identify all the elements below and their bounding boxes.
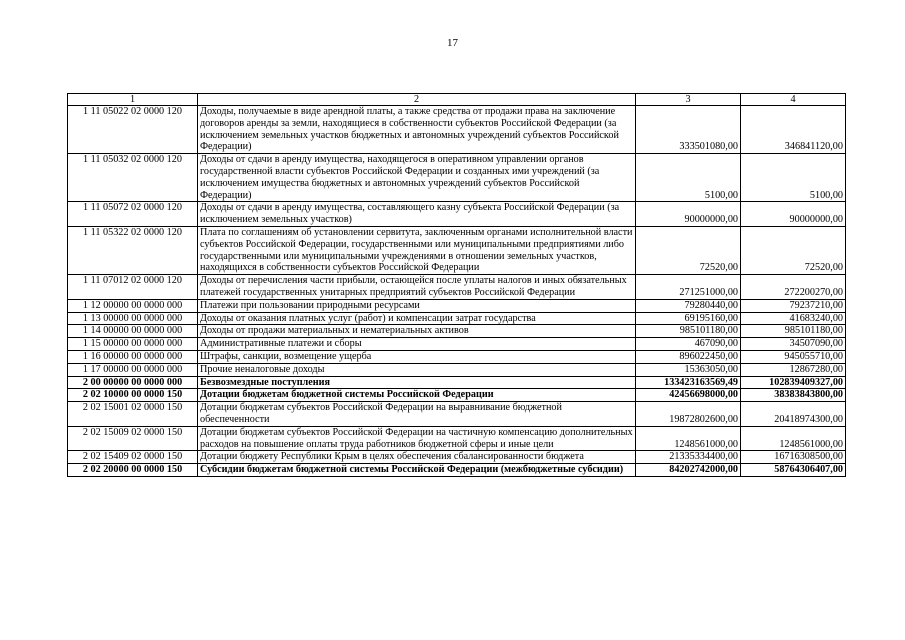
budget-code-cell: 2 02 20000 00 0000 150: [68, 464, 198, 477]
table-body: [68, 94, 846, 477]
amount-col4-cell: 38383843800,00: [741, 389, 846, 402]
amount-col4-cell: 985101180,00: [741, 325, 846, 338]
amount-col4-cell: 16716308500,00: [741, 451, 846, 464]
amount-col4-cell: 1248561000,00: [741, 426, 846, 451]
amount-col4-cell: 72520,00: [741, 226, 846, 274]
table-row: [68, 363, 846, 376]
budget-code-cell: 1 11 05072 02 0000 120: [68, 202, 198, 227]
amount-col3-cell: 90000000,00: [636, 202, 741, 227]
description-cell: Дотации бюджету Республики Крым в целях обеспечения сбалансированности бюджета: [198, 451, 636, 464]
amount-col3-cell: 467090,00: [636, 338, 741, 351]
table-row: [68, 226, 846, 274]
amount-col3-cell: 15363050,00: [636, 363, 741, 376]
table-row: [68, 389, 846, 402]
budget-code-cell: 2 02 15001 02 0000 150: [68, 402, 198, 427]
budget-code-cell: 2 02 10000 00 0000 150: [68, 389, 198, 402]
amount-col4-cell: 41683240,00: [741, 312, 846, 325]
budget-code-cell: 2 02 15409 02 0000 150: [68, 451, 198, 464]
description-cell: Административные платежи и сборы: [198, 338, 636, 351]
description-cell: Платежи при пользовании природными ресурсами: [198, 299, 636, 312]
amount-col3-cell: 896022450,00: [636, 350, 741, 363]
header-cell-1: 1: [68, 94, 198, 106]
budget-code-cell: 2 00 00000 00 0000 000: [68, 376, 198, 389]
description-cell: Плата по соглашениям об установлении сервитута, заключенным органами исполнительной власти субъектов Российской Федерации, государственными или муниципальными предприятиями либо государственными или муниципальными учреждениями в отношении земельных участков, находящихся в собственности субъектов Российской Федерации: [198, 226, 636, 274]
table-row: [68, 299, 846, 312]
description-cell: Доходы от перечисления части прибыли, остающейся после уплаты налогов и иных обязательных платежей государственных унитарных предприятий субъектов Российской Федерации: [198, 275, 636, 300]
table-row: [68, 350, 846, 363]
amount-col3-cell: 5100,00: [636, 154, 741, 202]
description-cell: Субсидии бюджетам бюджетной системы Российской Федерации (межбюджетные субсидии): [198, 464, 636, 477]
description-cell: Доходы от продажи материальных и нематериальных активов: [198, 325, 636, 338]
description-cell: Доходы от сдачи в аренду имущества, находящегося в оперативном управлении органов государственной власти субъектов Российской Федерации и созданных ими учреждений (за исключением имущества бюджетных и автономных учреждений субъектов Российской Федерации): [198, 154, 636, 202]
amount-col4-cell: 79237210,00: [741, 299, 846, 312]
amount-col3-cell: 79280440,00: [636, 299, 741, 312]
table-row: [68, 154, 846, 202]
amount-col3-cell: 985101180,00: [636, 325, 741, 338]
table-row: [68, 402, 846, 427]
amount-col3-cell: 69195160,00: [636, 312, 741, 325]
description-cell: Дотации бюджетам субъектов Российской Федерации на выравнивание бюджетной обеспеченности: [198, 402, 636, 427]
budget-code-cell: 1 11 07012 02 0000 120: [68, 275, 198, 300]
table-row: [68, 338, 846, 351]
amount-col4-cell: 346841120,00: [741, 106, 846, 154]
description-cell: Дотации бюджетам субъектов Российской Федерации на частичную компенсацию дополнительных расходов на повышение оплаты труда работников бюджетной сферы и иные цели: [198, 426, 636, 451]
amount-col3-cell: 42456698000,00: [636, 389, 741, 402]
table-row: [68, 376, 846, 389]
page-number: 17: [447, 37, 458, 49]
amount-col4-cell: 12867280,00: [741, 363, 846, 376]
header-cell-3: 3: [636, 94, 741, 106]
table-row: [68, 426, 846, 451]
amount-col4-cell: 945055710,00: [741, 350, 846, 363]
description-cell: Прочие неналоговые доходы: [198, 363, 636, 376]
description-cell: Доходы от сдачи в аренду имущества, составляющего казну субъекта Российской Федерации (за исключением земельных участков): [198, 202, 636, 227]
budget-code-cell: 1 11 05022 02 0000 120: [68, 106, 198, 154]
amount-col4-cell: 20418974300,00: [741, 402, 846, 427]
table-row: [68, 312, 846, 325]
budget-code-cell: 1 17 00000 00 0000 000: [68, 363, 198, 376]
table-row: [68, 451, 846, 464]
description-cell: Безвозмездные поступления: [198, 376, 636, 389]
budget-code-cell: 1 15 00000 00 0000 000: [68, 338, 198, 351]
amount-col3-cell: 133423163569,49: [636, 376, 741, 389]
amount-col3-cell: 84202742000,00: [636, 464, 741, 477]
amount-col3-cell: 72520,00: [636, 226, 741, 274]
amount-col3-cell: 19872802600,00: [636, 402, 741, 427]
budget-code-cell: 1 11 05322 02 0000 120: [68, 226, 198, 274]
revenue-table: [67, 93, 846, 477]
table-header-row: [68, 94, 846, 106]
amount-col3-cell: 21335334400,00: [636, 451, 741, 464]
header-cell-4: 4: [741, 94, 846, 106]
amount-col3-cell: 1248561000,00: [636, 426, 741, 451]
description-cell: Дотации бюджетам бюджетной системы Российской Федерации: [198, 389, 636, 402]
description-cell: Доходы, получаемые в виде арендной платы, а также средства от продажи права на заключение договоров аренды за земли, находящиеся в собственности субъектов Российской Федерации (за исключением земельных участков бюджетных и автономных учреждений субъектов Российской Федерации): [198, 106, 636, 154]
budget-code-cell: 1 12 00000 00 0000 000: [68, 299, 198, 312]
amount-col4-cell: 58764306407,00: [741, 464, 846, 477]
budget-code-cell: 1 11 05032 02 0000 120: [68, 154, 198, 202]
table-row: [68, 464, 846, 477]
budget-code-cell: 1 16 00000 00 0000 000: [68, 350, 198, 363]
amount-col3-cell: 333501080,00: [636, 106, 741, 154]
budget-code-cell: 1 13 00000 00 0000 000: [68, 312, 198, 325]
amount-col3-cell: 271251000,00: [636, 275, 741, 300]
table-row: [68, 106, 846, 154]
description-cell: Штрафы, санкции, возмещение ущерба: [198, 350, 636, 363]
amount-col4-cell: 102839409327,00: [741, 376, 846, 389]
table-row: [68, 202, 846, 227]
table-row: [68, 275, 846, 300]
amount-col4-cell: 272200270,00: [741, 275, 846, 300]
budget-code-cell: 2 02 15009 02 0000 150: [68, 426, 198, 451]
amount-col4-cell: 90000000,00: [741, 202, 846, 227]
header-cell-2: 2: [198, 94, 636, 106]
amount-col4-cell: 34507090,00: [741, 338, 846, 351]
description-cell: Доходы от оказания платных услуг (работ) и компенсации затрат государства: [198, 312, 636, 325]
table-row: [68, 325, 846, 338]
budget-code-cell: 1 14 00000 00 0000 000: [68, 325, 198, 338]
amount-col4-cell: 5100,00: [741, 154, 846, 202]
